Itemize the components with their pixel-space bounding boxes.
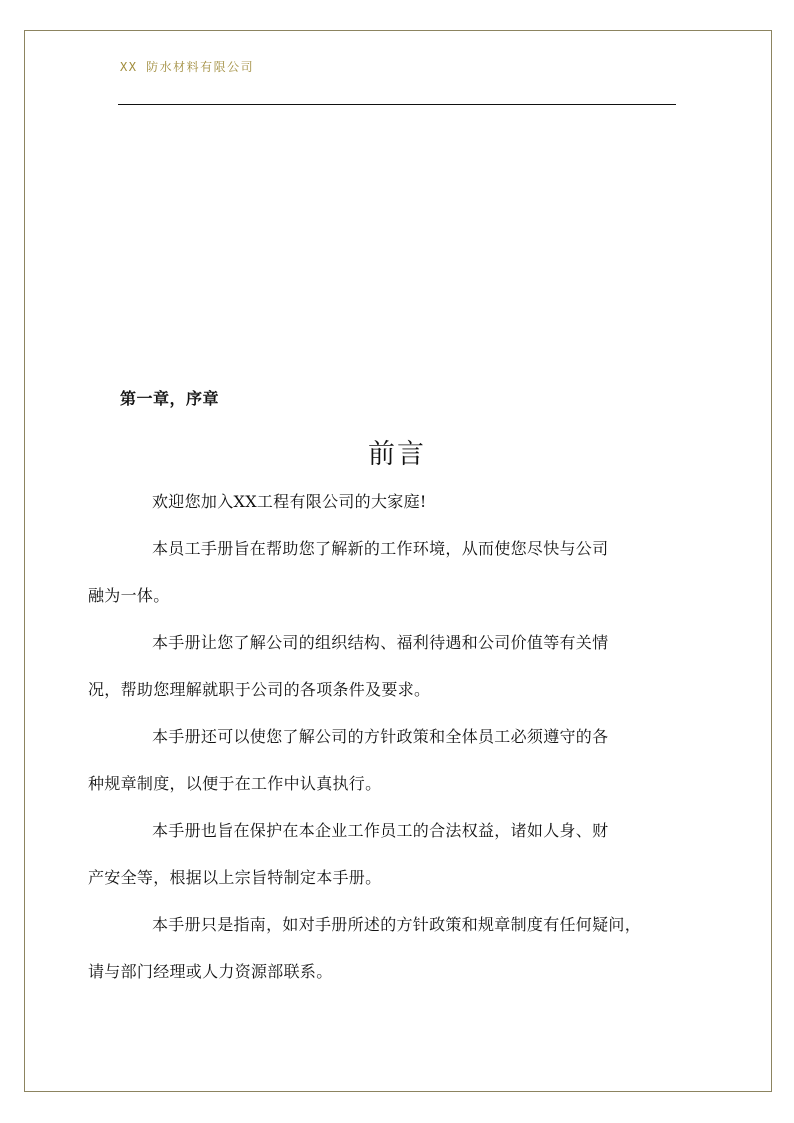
paragraph-line: 本手册只是指南，如对手册所述的方针政策和规章制度有任何疑问，	[152, 915, 642, 934]
paragraph-line: 请与部门经理或人力资源部联系。	[88, 962, 333, 981]
paragraph-line: 种规章制度，以便于在工作中认真执行。	[88, 774, 382, 793]
preface-heading: 前言	[368, 439, 426, 470]
paragraph-contact	[88, 901, 686, 995]
header-divider	[118, 104, 676, 105]
paragraph-line: 本手册也旨在保护在本企业工作员工的合法权益，诸如人身、财	[152, 821, 609, 840]
preface-body	[88, 478, 686, 995]
paragraph-line: 本手册让您了解公司的组织结构、福利待遇和公司价值等有关情	[152, 633, 609, 652]
paragraph-line: 欢迎您加入XX工程有限公司的大家庭!	[152, 492, 427, 511]
chapter-title: 第一章，序章	[120, 389, 220, 408]
paragraph-line: 况，帮助您理解就职于公司的各项条件及要求。	[88, 680, 431, 699]
paragraph-organization	[88, 619, 686, 713]
paragraph-line: 融为一体。	[88, 586, 170, 605]
paragraph-line: 本员工手册旨在帮助您了解新的工作环境，从而使您尽快与公司	[152, 539, 609, 558]
paragraph-rights	[88, 807, 686, 901]
paragraph-line: 产安全等，根据以上宗旨特制定本手册。	[88, 868, 382, 887]
paragraph-policies	[88, 713, 686, 807]
paragraph-purpose	[88, 525, 686, 619]
paragraph-welcome	[120, 478, 686, 525]
header-company-name: XX 防水材料有限公司	[120, 60, 255, 74]
paragraph-line: 本手册还可以使您了解公司的方针政策和全体员工必须遵守的各	[152, 727, 609, 746]
